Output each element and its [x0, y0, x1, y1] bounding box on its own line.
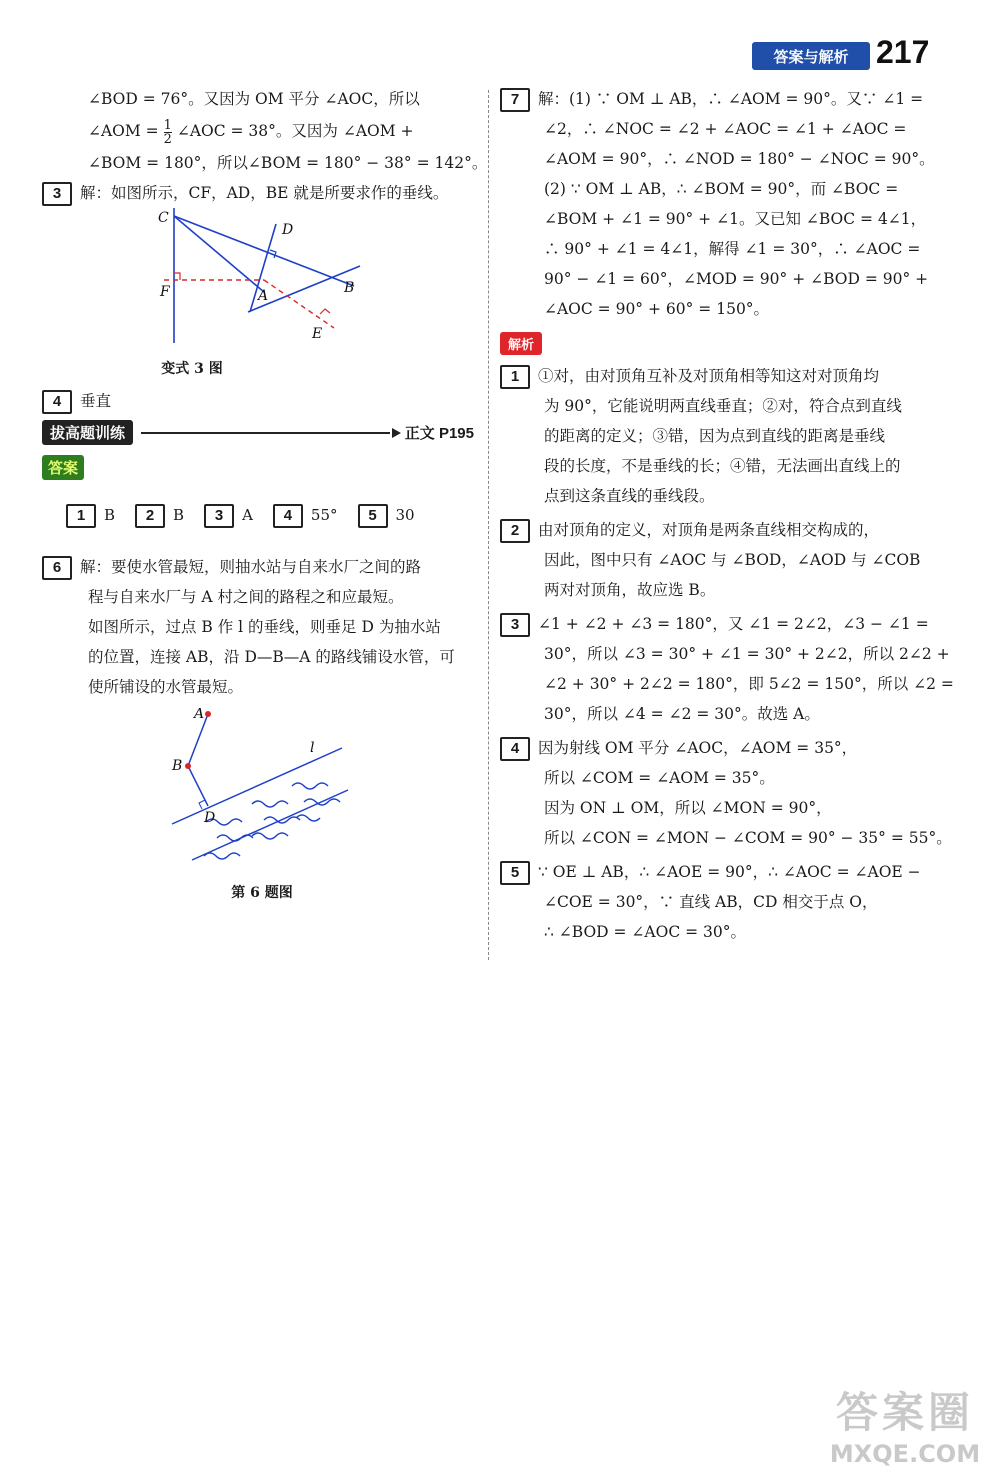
text-line: 点到这条直线的垂线段。: [544, 487, 715, 505]
text-line: 两对对顶角，故应选 B。: [544, 581, 716, 599]
watermark-main: 答案圈: [835, 1388, 974, 1437]
question-text: 解：(1) ∵ OM ⊥ AB，∴ ∠AOM = 90°。又∵ ∠1 =: [538, 90, 924, 108]
text-line: ∠COE = 30°，∵ 直线 AB，CD 相交于点 O，: [544, 893, 878, 911]
text-line: 所以 ∠COM = ∠AOM = 35°。: [544, 769, 775, 787]
line-label-l: l: [310, 740, 315, 756]
text-line: 因为 ON ⊥ OM，所以 ∠MON = 90°，: [544, 799, 832, 817]
analysis-3: [500, 609, 930, 639]
figure-caption: 变式 3 图: [161, 361, 223, 377]
question-text: 解：要使水管最短，则抽水站与自来水厂之间的路: [80, 558, 422, 576]
left-column: [42, 84, 488, 902]
question-number: 4: [42, 390, 72, 414]
question-number: 4: [273, 504, 303, 528]
text-line: ∴ 90° + ∠1 = 4∠1，解得 ∠1 = 30°，∴ ∠AOC =: [544, 240, 921, 258]
text-line: (2) ∵ OM ⊥ AB，∴ ∠BOM = 90°，而 ∠BOC =: [544, 180, 899, 198]
arrow-line: [141, 432, 390, 434]
text-line: 为 90°，它能说明两直线垂直；②对，符合点到直线: [544, 397, 902, 415]
text-line: ∠AOM = 90°，∴ ∠NOD = 180° − ∠NOC = 90°。: [544, 150, 935, 168]
quick-answer-value: B: [104, 506, 116, 524]
question-number: 6: [42, 556, 72, 580]
quick-answer-item: [135, 506, 184, 524]
question-text: 垂直: [80, 392, 112, 410]
text-line: 段的长度，不是垂线的长；④错，无法画出直线上的: [544, 457, 901, 475]
question-text: ∵ OE ⊥ AB，∴ ∠AOE = 90°，∴ ∠AOC = ∠AOE −: [538, 863, 921, 881]
question-text: 由对顶角的定义，对顶角是两条直线相交构成的，: [538, 521, 880, 539]
question-3: [42, 178, 474, 208]
section-header: [42, 420, 474, 445]
analysis-1: [500, 361, 930, 391]
point-label-d: D: [282, 222, 294, 238]
answer-tag: 答案: [42, 455, 84, 480]
header-badge: 答案与解析: [752, 42, 870, 70]
quick-answer-item: [358, 506, 415, 524]
question-number: 4: [500, 737, 530, 761]
text-fragment: ∠AOC = 38°。又因为 ∠AOM +: [176, 122, 414, 140]
point-label-a: A: [194, 708, 205, 722]
fraction: [164, 119, 172, 146]
quick-answer-item: [273, 506, 338, 524]
figure-caption: 第 6 题图: [231, 885, 293, 901]
right-angle-mark: [320, 309, 330, 314]
analysis-2: [500, 515, 930, 545]
question-text: 因为射线 OM 平分 ∠AOC，∠AOM = 35°，: [538, 739, 858, 757]
question-4: [42, 386, 474, 416]
quick-answers: [42, 500, 474, 530]
text-line: 30°，所以 ∠4 = ∠2 = 30°。故选 A。: [544, 705, 820, 723]
section-ref: 正文 P195: [404, 425, 474, 442]
question-number: 2: [135, 504, 165, 528]
text-line: 使所铺设的水管最短。: [88, 678, 244, 696]
figure-variant-3: [42, 208, 474, 348]
question-text: ①对，由对顶角互补及对顶角相等知这对对顶角均: [538, 367, 880, 385]
text-line: 30°，所以 ∠3 = 30° + ∠1 = 30° + 2∠2，所以 2∠2 +: [544, 645, 950, 663]
question-number: 2: [500, 519, 530, 543]
question-7: [500, 84, 930, 114]
river-wave: [204, 783, 340, 859]
question-number: 3: [42, 182, 72, 206]
right-angle-mark: [174, 273, 180, 280]
point-label-b: B: [344, 280, 355, 296]
point-label-b: B: [172, 758, 183, 774]
point-b: [185, 763, 191, 769]
point-label-e: E: [312, 326, 323, 342]
fraction-numerator: 1: [163, 117, 172, 133]
quick-answer-value: A: [242, 506, 253, 524]
question-text: 解：如图所示，CF，AD，BE 就是所要求作的垂线。: [80, 184, 449, 202]
quick-answer-value: B: [173, 506, 185, 524]
analysis-5: [500, 857, 930, 887]
section-title: 拔高题训练: [42, 420, 133, 445]
point-label-a: A: [258, 288, 269, 304]
text-line: ∠BOM + ∠1 = 90° + ∠1。又已知 ∠BOC = 4∠1，: [544, 210, 927, 228]
text-line: ∠AOC = 90° + 60° = 150°。: [544, 300, 770, 318]
text-line: [42, 114, 474, 148]
quick-answer-item: [204, 506, 253, 524]
question-number: 1: [500, 365, 530, 389]
line-cb: [174, 216, 354, 286]
river-bank-bottom: [192, 790, 348, 860]
page-number: 217: [876, 34, 930, 70]
question-number: 3: [204, 504, 234, 528]
text-line: 的距离的定义；③错，因为点到直线的距离是垂线: [544, 427, 886, 445]
question-text: ∠1 + ∠2 + ∠3 = 180°，又 ∠1 = 2∠2，∠3 − ∠1 =: [538, 615, 929, 633]
point-a: [205, 711, 211, 717]
text-line: 90° − ∠1 = 60°，∠MOD = 90° + ∠BOD = 90° +: [544, 270, 929, 288]
text-fragment: ∠AOM =: [88, 122, 159, 140]
text-line: 所以 ∠CON = ∠MON − ∠COM = 90° − 35° = 55°。: [544, 829, 952, 847]
watermark: [825, 1380, 985, 1468]
fraction-denominator: 2: [163, 131, 172, 147]
analysis-4: [500, 733, 930, 763]
text-line: ∴ ∠BOD = ∠AOC = 30°。: [544, 923, 746, 941]
question-number: 3: [500, 613, 530, 637]
text-line: 如图所示，过点 B 作 l 的垂线，则垂足 D 为抽水站: [88, 618, 441, 636]
right-column: [500, 84, 954, 947]
quick-answer-item: [66, 506, 115, 524]
point-label-c: C: [158, 210, 169, 226]
arrow-head-icon: [392, 428, 401, 438]
question-number: 5: [358, 504, 388, 528]
question-6: [42, 552, 474, 582]
quick-answer-value: 55°: [310, 506, 338, 524]
text-line: ∠2，∴ ∠NOC = ∠2 + ∠AOC = ∠1 + ∠AOC =: [544, 120, 907, 138]
point-label-f: F: [160, 284, 170, 300]
point-label-d: D: [204, 810, 216, 826]
right-angle-mark: [199, 800, 205, 809]
text-line: ∠BOD = 76°。又因为 OM 平分 ∠AOC，所以: [88, 90, 420, 108]
watermark-sub: MXQE.COM: [829, 1440, 981, 1468]
figure-question-6: [42, 708, 474, 868]
column-divider: [488, 90, 489, 960]
question-number: 1: [66, 504, 96, 528]
text-line: 因此，图中只有 ∠AOC 与 ∠BOD，∠AOD 与 ∠COB: [544, 551, 921, 569]
quick-answer-value: 30: [395, 506, 415, 524]
line-ae-dashed: [264, 280, 334, 328]
question-number: 5: [500, 861, 530, 885]
text-line: ∠BOM = 180°，所以∠BOM = 180° − 38° = 142°。: [88, 154, 488, 172]
text-line: ∠2 + 30° + 2∠2 = 180°，即 5∠2 = 150°，所以 ∠2 =: [544, 675, 954, 693]
text-line: 的位置，连接 AB，沿 D—B—A 的路线铺设水管，可: [88, 648, 455, 666]
question-number: 7: [500, 88, 530, 112]
text-line: 程与自来水厂与 A 村之间的路程之和应最短。: [88, 588, 404, 606]
analysis-tag: 解析: [500, 332, 542, 355]
